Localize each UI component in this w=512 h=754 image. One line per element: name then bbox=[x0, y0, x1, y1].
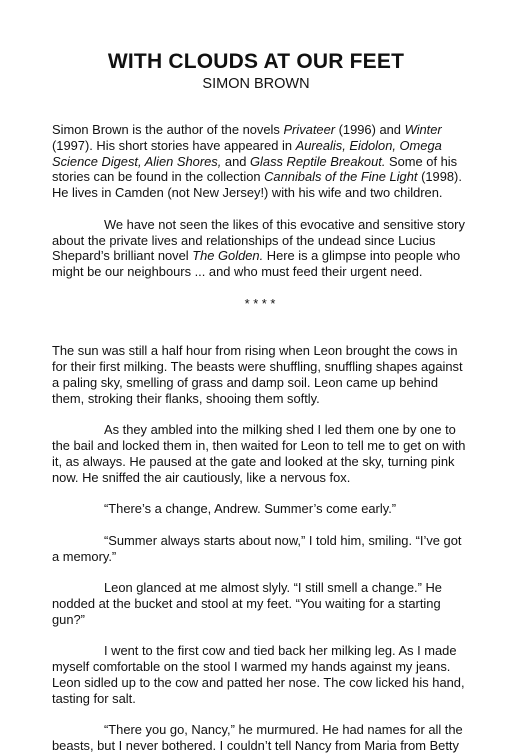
story-paragraph: The sun was still a half hour from rising when Leon brought the cows in for their first milking. The beasts were shuffling, snuffling shapes against a paling sky, smelling of grass and damp soil. Leon came up behind them, stroking their flanks, shooing them softly. bbox=[52, 343, 463, 406]
bio-text: (1996) and bbox=[335, 122, 405, 137]
bio-text: Some of his stories can be found in the collection bbox=[52, 153, 458, 185]
section-break: * * * * bbox=[244, 295, 276, 311]
bio-text: and bbox=[221, 153, 251, 169]
bio-text: (1998). He lives in Camden (not New Jersey!) with his wife and two children. bbox=[52, 169, 462, 201]
magazine-titles: Glass Reptile Breakout. bbox=[250, 153, 386, 169]
bio-text: (1997). His short stories have appeared in bbox=[52, 137, 296, 153]
novel-title: Privateer bbox=[283, 122, 336, 137]
bio-text: Simon Brown is the author of the novels bbox=[52, 122, 284, 137]
novel-title: Winter bbox=[404, 122, 442, 137]
author-name: SIMON BROWN bbox=[202, 76, 310, 92]
story-body bbox=[52, 122, 468, 754]
magazine-titles: Aurealis, Eidolon, Omega Science Digest, Alien Shores, bbox=[52, 137, 442, 169]
story-paragraph: As they ambled into the milking shed I led them one by one to the bail and locked them in, then waited for Leon to tell me to get on with it, as always. He paused at the gate and looked at the sky, turning pink now. He sniffed the air cautiously, like a nervous fox. bbox=[52, 422, 466, 485]
intro-text: We have not seen the likes of this evocative and sensitive story about the private lives and relationships of the undead since Lucius Shepard’s brilliant novel bbox=[52, 216, 465, 264]
editor-intro bbox=[52, 217, 468, 280]
story-paragraph: I went to the first cow and tied back her milking leg. As I made myself comfortable on the stool I warmed my hands against my jeans. Leon sidled up to the cow and patted her nose. The cow licked his hand, tasting for salt. bbox=[52, 643, 465, 706]
novel-title: The Golden. bbox=[192, 248, 264, 264]
story-paragraph: “Summer always starts about now,” I told him, smiling. “I’ve got a memory.” bbox=[52, 532, 462, 564]
story-title: WITH CLOUDS AT OUR FEET bbox=[107, 50, 405, 73]
intro-text: Here is a glimpse into people who might be our neighbours ... and who must feed their urgent need. bbox=[52, 248, 461, 280]
author-bio bbox=[52, 122, 468, 201]
story-paragraph: “There you go, Nancy,” he murmured. He had names for all the beasts, but I never bothered. I couldn’t tell Nancy from Maria from Betty bbox=[52, 722, 463, 754]
story-paragraph: Leon glanced at me almost slyly. “I still smell a change.” He nodded at the bucket and stool at my feet. “You waiting for a starting gun?” bbox=[52, 580, 442, 627]
story-paragraph: “There’s a change, Andrew. Summer’s come early.” bbox=[104, 501, 397, 517]
collection-title: Cannibals of the Fine Light bbox=[264, 169, 418, 185]
